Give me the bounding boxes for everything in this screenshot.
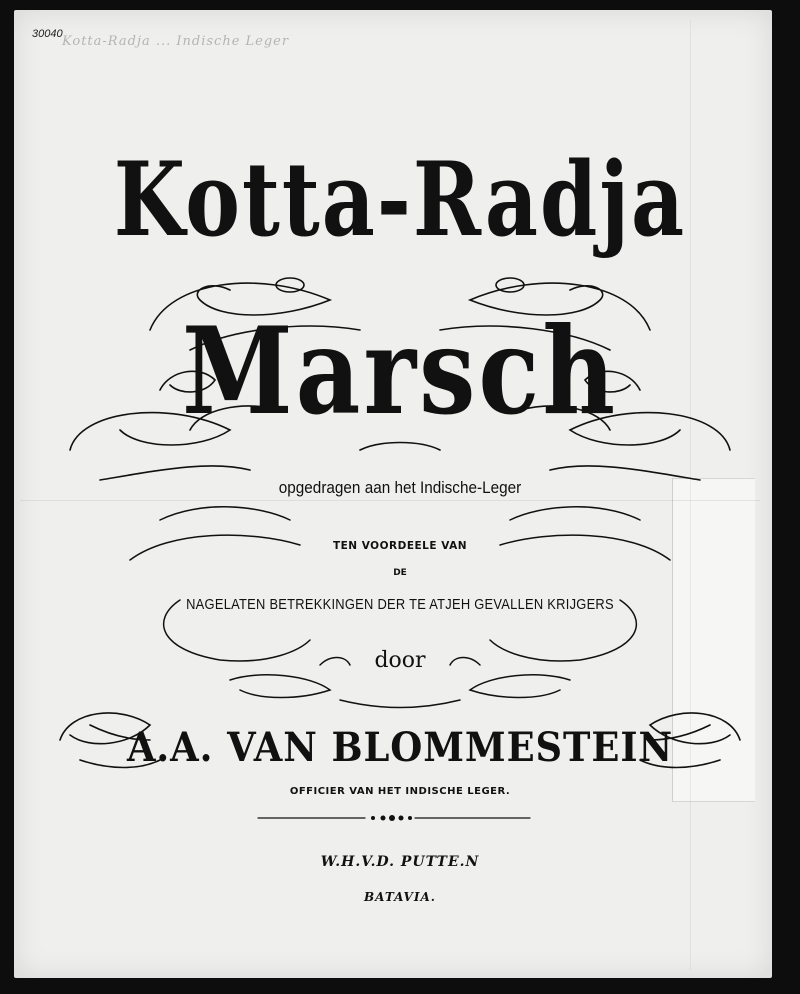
handwritten-note: Kotta-Radja ... Indische Leger xyxy=(62,34,290,49)
dedication-text: opgedragen aan het Indische-Leger xyxy=(278,478,522,497)
title-marsch: Marsch xyxy=(181,300,619,442)
composer-name: A.A. VAN BLOMMESTEIN xyxy=(126,724,674,771)
publisher-name: W.H.V.D. PUTTE.N xyxy=(320,854,480,870)
composer-rank: OFFICIER VAN HET INDISCHE LEGER. xyxy=(289,786,511,797)
benefit-line-2: DE xyxy=(393,568,407,578)
title-kotta-radja: Kotta-Radja xyxy=(113,140,687,260)
publisher-city: BATAVIA. xyxy=(364,890,436,904)
benefit-line-1: TEN VOORDEELE VAN xyxy=(332,540,468,552)
ornamental-divider xyxy=(258,815,530,821)
lower-flourish xyxy=(130,507,670,661)
catalog-number: 30040 xyxy=(32,28,63,40)
by-text: door xyxy=(374,648,426,673)
benefit-line-3: NAGELATEN BETREKKINGEN DER TE ATJEH GEVALLEN KRIJGERS xyxy=(186,596,614,613)
